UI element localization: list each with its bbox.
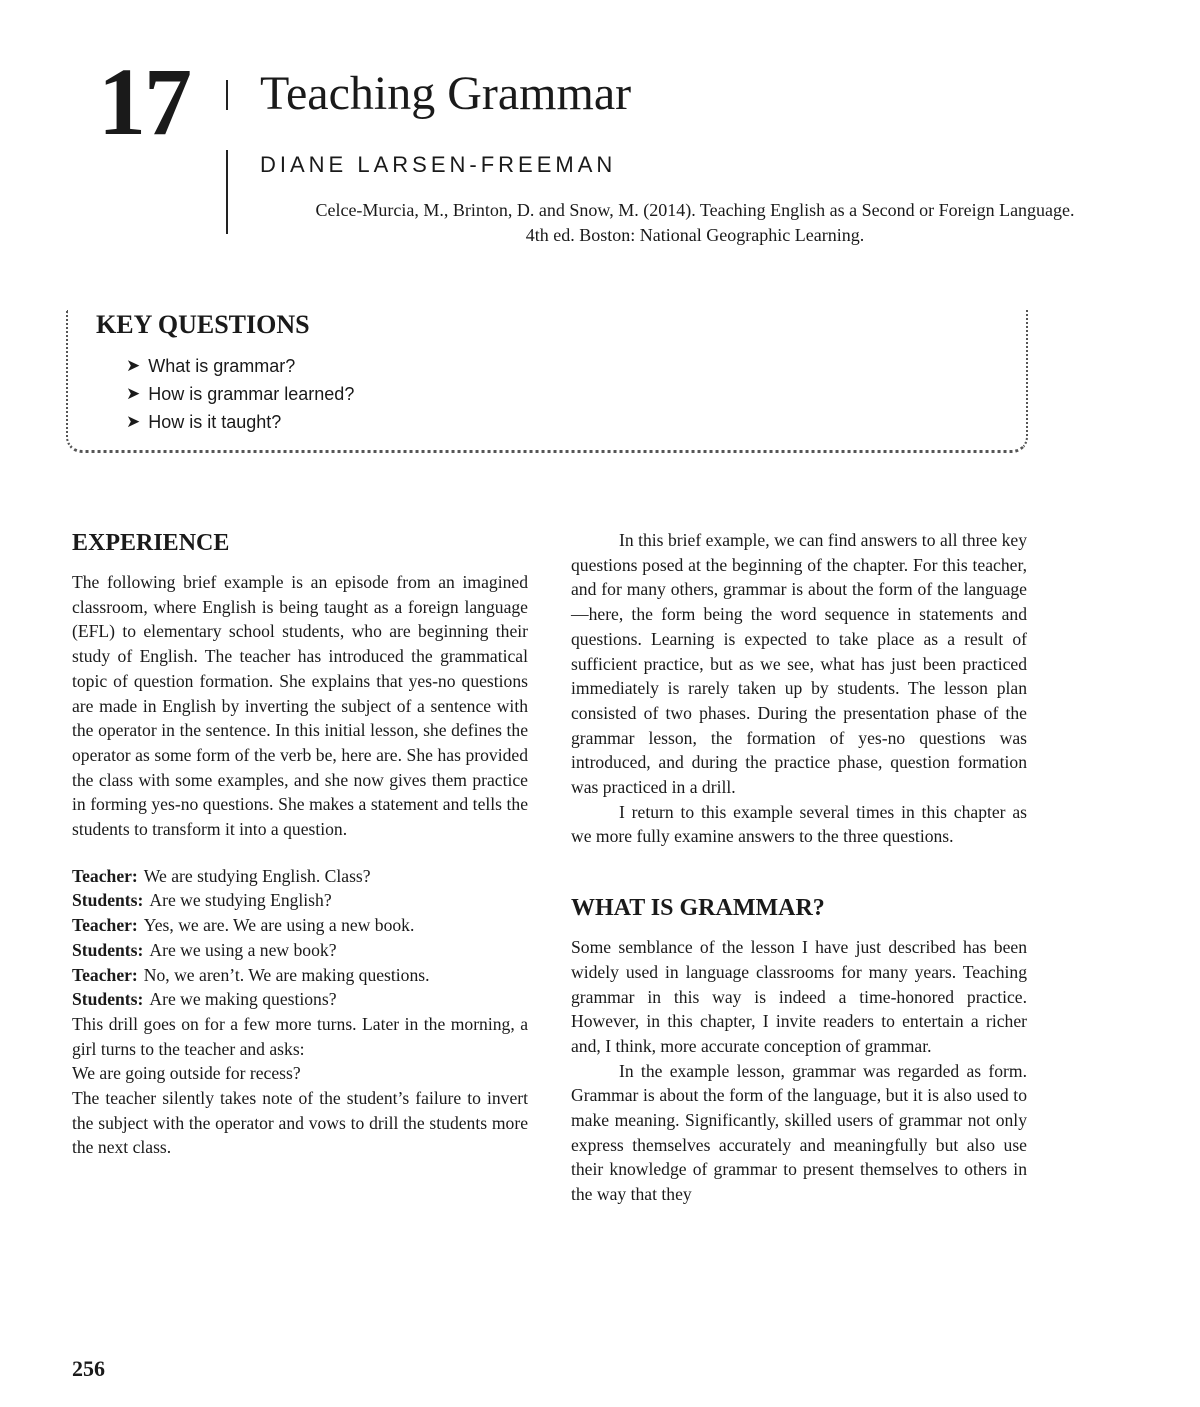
student-quote: We are going outside for recess? <box>72 1063 301 1084</box>
citation <box>240 198 1150 248</box>
speaker-label: Teacher: <box>72 865 138 886</box>
experience-heading: EXPERIENCE <box>72 530 230 556</box>
grammar-paragraph-2: In the example lesson, grammar was regarded as form. Grammar is about the form of the language, but it is also used to make meaning. Significantly, skilled users of grammar not only express themselves accurately and meaningfully but also use their knowledge of grammar to present themselves to others in the way that they <box>571 1060 1027 1205</box>
speaker-label: Teacher: <box>72 915 138 936</box>
grammar-paragraph-1: Some semblance of the lesson I have just described has been widely used in language classrooms for many years. Teaching grammar in this way is indeed a time-honored practice. However, in this chapter, I invite readers to entertain a richer and, I think, more accurate conception of grammar. <box>571 937 1027 1056</box>
citation-line-2: 4th ed. Boston: National Geographic Learning. <box>525 225 865 245</box>
return-paragraph: I return to this example several times in this chapter as we more fully examine answers to the three questions. <box>571 801 1027 847</box>
key-question-item: ➤ How is it taught? <box>126 408 354 436</box>
key-question-item: ➤ What is grammar? <box>126 352 354 380</box>
experience-paragraph-2: This drill goes on for a few more turns. Later in the morning, a girl turns to the teacher and asks: <box>72 1013 528 1059</box>
dialogue-line: Students: Are we making questions? <box>72 989 337 1010</box>
divider-bottom <box>226 150 228 234</box>
dialogue-line: Teacher: No, we aren’t. We are making questions. <box>72 964 430 985</box>
experience-paragraph-1: The following brief example is an episode from an imagined classroom, where English is being taught as a foreign language (EFL) to elementary school students, who are beginning their study of English. The teacher has introduced the grammatical topic of question formation. She explains that yes-no questions are made in English by inverting the subject of a sentence with the operator in the sentence. In this initial lesson, she defines the operator as some form of the verb be, here are. She has provided the class with some examples, and she now gives them practice in forming yes-no questions. She makes a statement and tells the students to transform it into a question. <box>72 572 528 840</box>
speaker-label: Students: <box>72 989 144 1010</box>
page-number: 256 <box>72 1356 105 1381</box>
arrow-icon: ➤ <box>126 384 141 403</box>
speaker-label: Teacher: <box>72 964 138 985</box>
dialogue-line: Students: Are we using a new book? <box>72 939 337 960</box>
what-is-grammar-heading: WHAT IS GRAMMAR? <box>571 895 825 922</box>
dialogue-line: Teacher: We are studying English. Class? <box>72 865 371 886</box>
arrow-icon: ➤ <box>126 356 141 375</box>
dialogue-line: Students: Are we studying English? <box>72 890 332 911</box>
citation-line-1: Celce-Murcia, M., Brinton, D. and Snow, M. (2014). Teaching English as a Second or Foreign Language. <box>315 200 1075 220</box>
divider-top <box>226 80 228 110</box>
key-questions-list <box>126 352 354 436</box>
key-questions-title: KEY QUESTIONS <box>96 310 310 339</box>
chapter-author: DIANE LARSEN-FREEMAN <box>260 152 617 177</box>
answers-paragraph: In this brief example, we can find answers to all three key questions posed at the beginning of the chapter. For this teacher, and for many others, grammar is about the form of the language—here, the form being the word sequence in statements and questions. Learning is expected to take place as a result of sufficient practice, but as we see, what has just been practiced immediately is rarely taken up by students. The lesson plan consisted of two phases. During the presentation phase of the grammar lesson, the formation of yes-no questions was introduced, and during the practice phase, question formation was practiced in a drill. <box>571 530 1027 798</box>
left-column <box>72 528 528 1160</box>
speaker-label: Students: <box>72 890 144 911</box>
speaker-label: Students: <box>72 939 144 960</box>
chapter-number: 17 <box>98 48 190 155</box>
chapter-title: Teaching Grammar <box>260 67 632 120</box>
arrow-icon: ➤ <box>126 412 141 431</box>
right-column <box>571 528 1027 1207</box>
key-question-item: ➤ How is grammar learned? <box>126 380 354 408</box>
key-questions-box <box>66 310 1028 453</box>
experience-paragraph-3: The teacher silently takes note of the student’s failure to invert the subject with the operator and vows to drill the students more the next class. <box>72 1088 528 1158</box>
dialogue <box>72 864 528 1012</box>
dialogue-line: Teacher: Yes, we are. We are using a new book. <box>72 915 415 936</box>
